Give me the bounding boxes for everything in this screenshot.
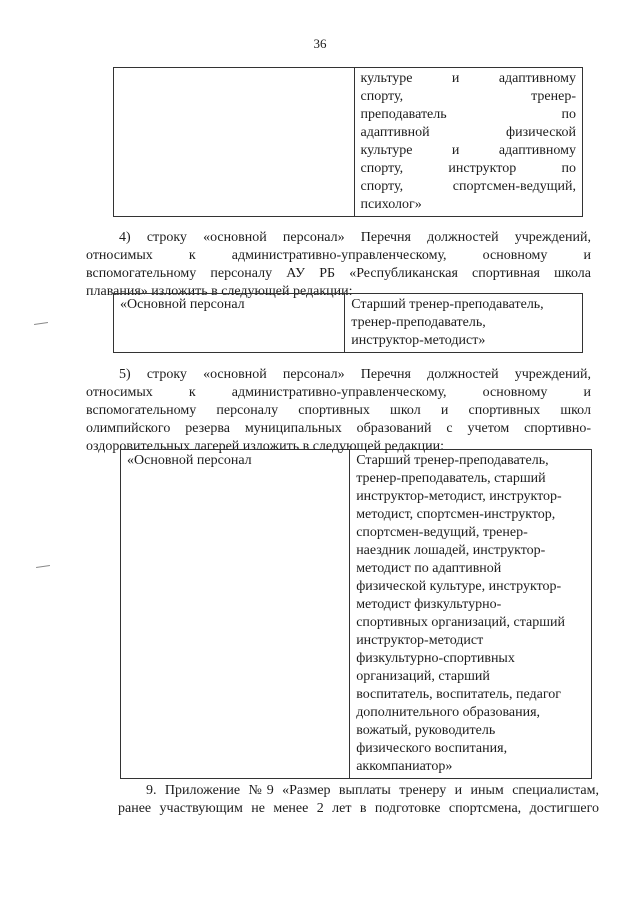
text-line: организаций, старший [356, 669, 490, 684]
text-line: физической культуре, инструктор- [356, 579, 562, 594]
text-line: плавания» изложить в следующей редакции: [86, 284, 353, 299]
scan-mark [36, 565, 50, 568]
text-line: относимых к административно-управленческому, основному и [86, 248, 591, 263]
table-personnel-municipal [120, 449, 592, 779]
text-line: олимпийского резерва муниципальных образований с учетом спортивно- [86, 421, 591, 436]
text-line: Старший тренер-преподаватель, [351, 297, 544, 312]
text-line: тренер-преподаватель, [351, 315, 486, 330]
table-left-cell [114, 68, 355, 217]
text-line: физкультурно-спортивных [356, 651, 515, 666]
text-line: спорту, инструктор по [360, 161, 576, 176]
text-line: воспитатель, воспитатель, педагог [356, 687, 561, 702]
text-line: инструктор-методист [356, 633, 484, 648]
table-right-cell [354, 68, 582, 217]
text-line: спорту, спортсмен-ведущий, [360, 179, 576, 194]
text-line: спортсмен-ведущий, тренер- [356, 525, 528, 540]
text-line: преподаватель по [360, 107, 576, 122]
paragraph-4 [86, 229, 591, 301]
text-line: адаптивной физической [360, 125, 576, 140]
table-continuation [113, 67, 583, 217]
text-line: культуре и адаптивному [360, 71, 576, 86]
text-line: методист, спортсмен-инструктор, [356, 507, 556, 522]
table-right-cell [345, 294, 583, 353]
text-line: оздоровительных лагерей изложить в следующей редакции: [86, 439, 445, 454]
text-line: спорту, тренер- [360, 89, 576, 104]
text-line: дополнительного образования, [356, 705, 541, 720]
text-line: 9. Приложение №9 «Размер выплаты тренеру и иным специалистам, [146, 783, 599, 798]
text-line: методист по адаптивной [356, 561, 502, 576]
page-number: 36 [313, 36, 327, 51]
text-line: вожатый, руководитель [356, 723, 496, 738]
text-line: Старший тренер-преподаватель, [356, 453, 549, 468]
text-line: спортивных организаций, старший [356, 615, 565, 630]
scan-mark [34, 322, 48, 325]
text-line: вспомогательному персоналу АУ РБ «Республиканская спортивная школа [86, 266, 591, 281]
text-line: ранее участвующим не менее 2 лет в подготовке спортсмена, достигшего [118, 801, 599, 816]
text-line: аккомпаниатор» [356, 759, 453, 774]
text-line: инструктор-методист» [351, 333, 486, 348]
text-line: наездник лошадей, инструктор- [356, 543, 546, 558]
text-line: 4) строку «основной персонал» Перечня должностей учреждений, [119, 230, 591, 245]
text-line: 5) строку «основной персонал» Перечня должностей учреждений, [119, 367, 591, 382]
table-left-cell: «Основной персонал [121, 450, 350, 779]
table-personnel-swimming [113, 293, 583, 353]
text-line: культуре и адаптивному [360, 143, 576, 158]
text-line: физического воспитания, [356, 741, 508, 756]
paragraph-5 [86, 366, 591, 456]
table-left-cell: «Основной персонал [114, 294, 345, 353]
table-right-cell [350, 450, 592, 779]
text-line: методист физкультурно- [356, 597, 502, 612]
text-line: психолог» [360, 197, 422, 212]
text-line: относимых к административно-управленческому, основному и [86, 385, 591, 400]
text-line: тренер-преподаватель, старший [356, 471, 546, 486]
text-line: инструктор-методист, инструктор- [356, 489, 562, 504]
paragraph-9 [118, 782, 599, 818]
text-line: вспомогательному персоналу спортивных школ и спортивных школ [86, 403, 591, 418]
